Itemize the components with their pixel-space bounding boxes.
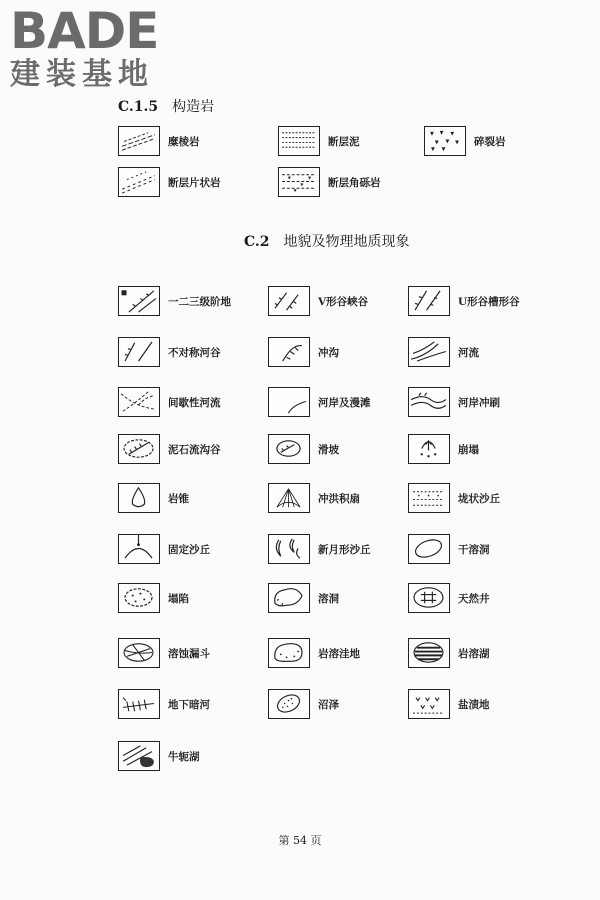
legend-label: 断层片状岩	[168, 177, 221, 189]
section-title: 地貌及物理地质现象	[283, 234, 410, 250]
ridge-dune-icon	[408, 483, 450, 513]
fault-breccia-icon	[278, 167, 320, 197]
legend-label: 岩溶洼地	[318, 648, 360, 660]
karst-lake-icon	[408, 638, 450, 668]
gully-icon	[268, 337, 310, 367]
sinkhole-icon	[118, 638, 160, 668]
collapse-icon	[408, 434, 450, 464]
legend-label: 碎裂岩	[474, 136, 506, 148]
legend-label: U形谷槽形谷	[458, 296, 520, 308]
legend-label: 断层角砾岩	[328, 177, 381, 189]
page-footer	[0, 832, 600, 848]
legend-label: 间歇性河流	[168, 397, 221, 409]
fixed-dune-icon	[118, 534, 160, 564]
section-c2-heading	[244, 231, 410, 251]
legend-label: 冲洪积扇	[318, 493, 360, 505]
legend-label: 河岸冲刷	[458, 397, 500, 409]
logo-main-text: BADE	[10, 2, 159, 60]
riverbank-icon	[268, 387, 310, 417]
section-number: C.1.5	[118, 99, 159, 115]
oxbow-lake-icon	[118, 741, 160, 771]
fault-gouge-icon	[278, 126, 320, 156]
legend-label: 糜棱岩	[168, 136, 200, 148]
legend-label: 新月形沙丘	[318, 544, 371, 556]
legend-label: 冲沟	[318, 347, 339, 359]
legend-label: 牛轭湖	[168, 751, 200, 763]
debris-flow-icon	[118, 434, 160, 464]
talus-cone-icon	[118, 483, 160, 513]
legend-label: 沼泽	[318, 699, 339, 711]
legend-label: 塌陷	[168, 593, 189, 605]
intermittent-river-icon	[118, 387, 160, 417]
subsidence-icon	[118, 583, 160, 613]
mylonite-icon	[118, 126, 160, 156]
page-number: 54	[293, 834, 307, 847]
legend-label: 溶蚀漏斗	[168, 648, 210, 660]
legend-label: V形谷峡谷	[318, 296, 369, 308]
crescent-dune-icon	[268, 534, 310, 564]
cataclasite-icon	[424, 126, 466, 156]
section-c15-heading	[118, 96, 214, 116]
karst-depression-icon	[268, 638, 310, 668]
natural-well-icon	[408, 583, 450, 613]
legend-label: 固定沙丘	[168, 544, 210, 556]
legend-label: 垅状沙丘	[458, 493, 500, 505]
footer-prefix: 第	[278, 834, 290, 847]
legend-label: 岩锥	[168, 493, 189, 505]
logo-sub-text: 建装基地	[10, 57, 154, 92]
dry-cave-icon	[408, 534, 450, 564]
section-number: C.2	[244, 234, 270, 250]
legend-label: 断层泥	[328, 136, 360, 148]
legend-label: 崩塌	[458, 444, 479, 456]
u-valley-icon	[408, 286, 450, 316]
legend-label: 溶洞	[318, 593, 339, 605]
bade-logo	[10, 2, 180, 92]
legend-label: 地下暗河	[168, 699, 210, 711]
landslide-icon	[268, 434, 310, 464]
alluvial-fan-icon	[268, 483, 310, 513]
underground-river-icon	[118, 689, 160, 719]
legend-label: 岩溶湖	[458, 648, 490, 660]
asymmetric-valley-icon	[118, 337, 160, 367]
river-icon	[408, 337, 450, 367]
fault-schist-icon	[118, 167, 160, 197]
legend-label: 一二三级阶地	[168, 296, 231, 308]
legend-label: 滑坡	[318, 444, 339, 456]
v-valley-icon	[268, 286, 310, 316]
karst-cave-icon	[268, 583, 310, 613]
legend-label: 河流	[458, 347, 479, 359]
legend-label: 河岸及漫滩	[318, 397, 371, 409]
terrace-icon	[118, 286, 160, 316]
legend-label: 不对称河谷	[168, 347, 221, 359]
footer-suffix: 页	[310, 834, 322, 847]
section-title: 构造岩	[172, 99, 215, 115]
legend-label: 泥石流沟谷	[168, 444, 221, 456]
swamp-icon	[268, 689, 310, 719]
bank-erosion-icon	[408, 387, 450, 417]
saline-land-icon	[408, 689, 450, 719]
legend-label: 盐渍地	[458, 699, 490, 711]
legend-label: 天然井	[458, 593, 490, 605]
legend-label: 干溶洞	[458, 544, 490, 556]
